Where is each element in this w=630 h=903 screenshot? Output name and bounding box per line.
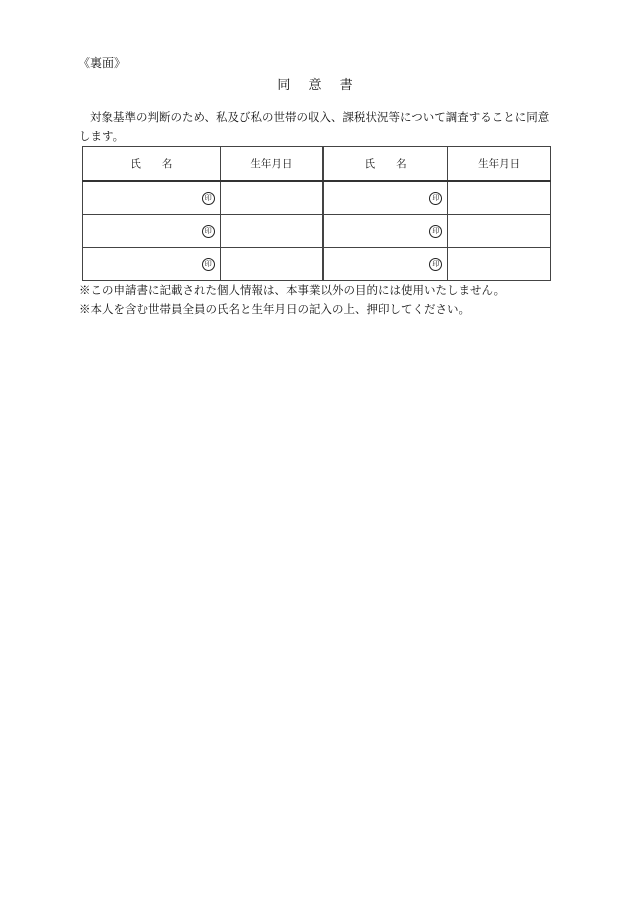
dob-field-right[interactable] bbox=[448, 248, 551, 281]
seal-icon: 印 bbox=[429, 225, 442, 238]
title-char: 書 bbox=[339, 78, 353, 93]
note-privacy: ※この申請書に記載された個人情報は、本事業以外の目的には使用いたしません。 bbox=[79, 283, 506, 297]
name-field-right[interactable] bbox=[323, 215, 448, 248]
table-row bbox=[83, 215, 551, 248]
column-header-name-right: 氏 名 bbox=[323, 147, 448, 182]
notes bbox=[79, 281, 505, 319]
dob-field-right[interactable] bbox=[448, 215, 551, 248]
table-header-row bbox=[83, 147, 551, 182]
seal-icon: 印 bbox=[429, 192, 442, 205]
column-header-dob-right: 生年月日 bbox=[448, 147, 551, 182]
seal-icon: 印 bbox=[202, 258, 215, 271]
title-char: 同 bbox=[277, 78, 291, 93]
seal-icon: 印 bbox=[202, 192, 215, 205]
household-member-table bbox=[82, 146, 551, 281]
dob-field-right[interactable] bbox=[448, 181, 551, 215]
name-field-right[interactable] bbox=[323, 181, 448, 215]
title-char: 意 bbox=[308, 78, 322, 93]
seal-icon: 印 bbox=[429, 258, 442, 271]
column-header-dob-left: 生年月日 bbox=[220, 147, 323, 182]
document-title bbox=[0, 74, 630, 93]
table-row bbox=[83, 181, 551, 215]
dob-field-left[interactable] bbox=[220, 181, 323, 215]
column-header-name-left: 氏 名 bbox=[83, 147, 221, 182]
dob-field-left[interactable] bbox=[220, 215, 323, 248]
name-field-left[interactable] bbox=[83, 181, 221, 215]
page-side-label: 《裏面》 bbox=[78, 56, 127, 70]
consent-statement: 対象基準の判断のため、私及び私の世帯の収入、課税状況等について調査することに同意します。 bbox=[79, 110, 550, 143]
name-field-left[interactable] bbox=[83, 215, 221, 248]
table-row bbox=[83, 248, 551, 281]
note-instructions: ※本人を含む世帯員全員の氏名と生年月日の記入の上、押印してください。 bbox=[79, 302, 470, 316]
name-field-left[interactable] bbox=[83, 248, 221, 281]
seal-icon: 印 bbox=[202, 225, 215, 238]
name-field-right[interactable] bbox=[323, 248, 448, 281]
dob-field-left[interactable] bbox=[220, 248, 323, 281]
